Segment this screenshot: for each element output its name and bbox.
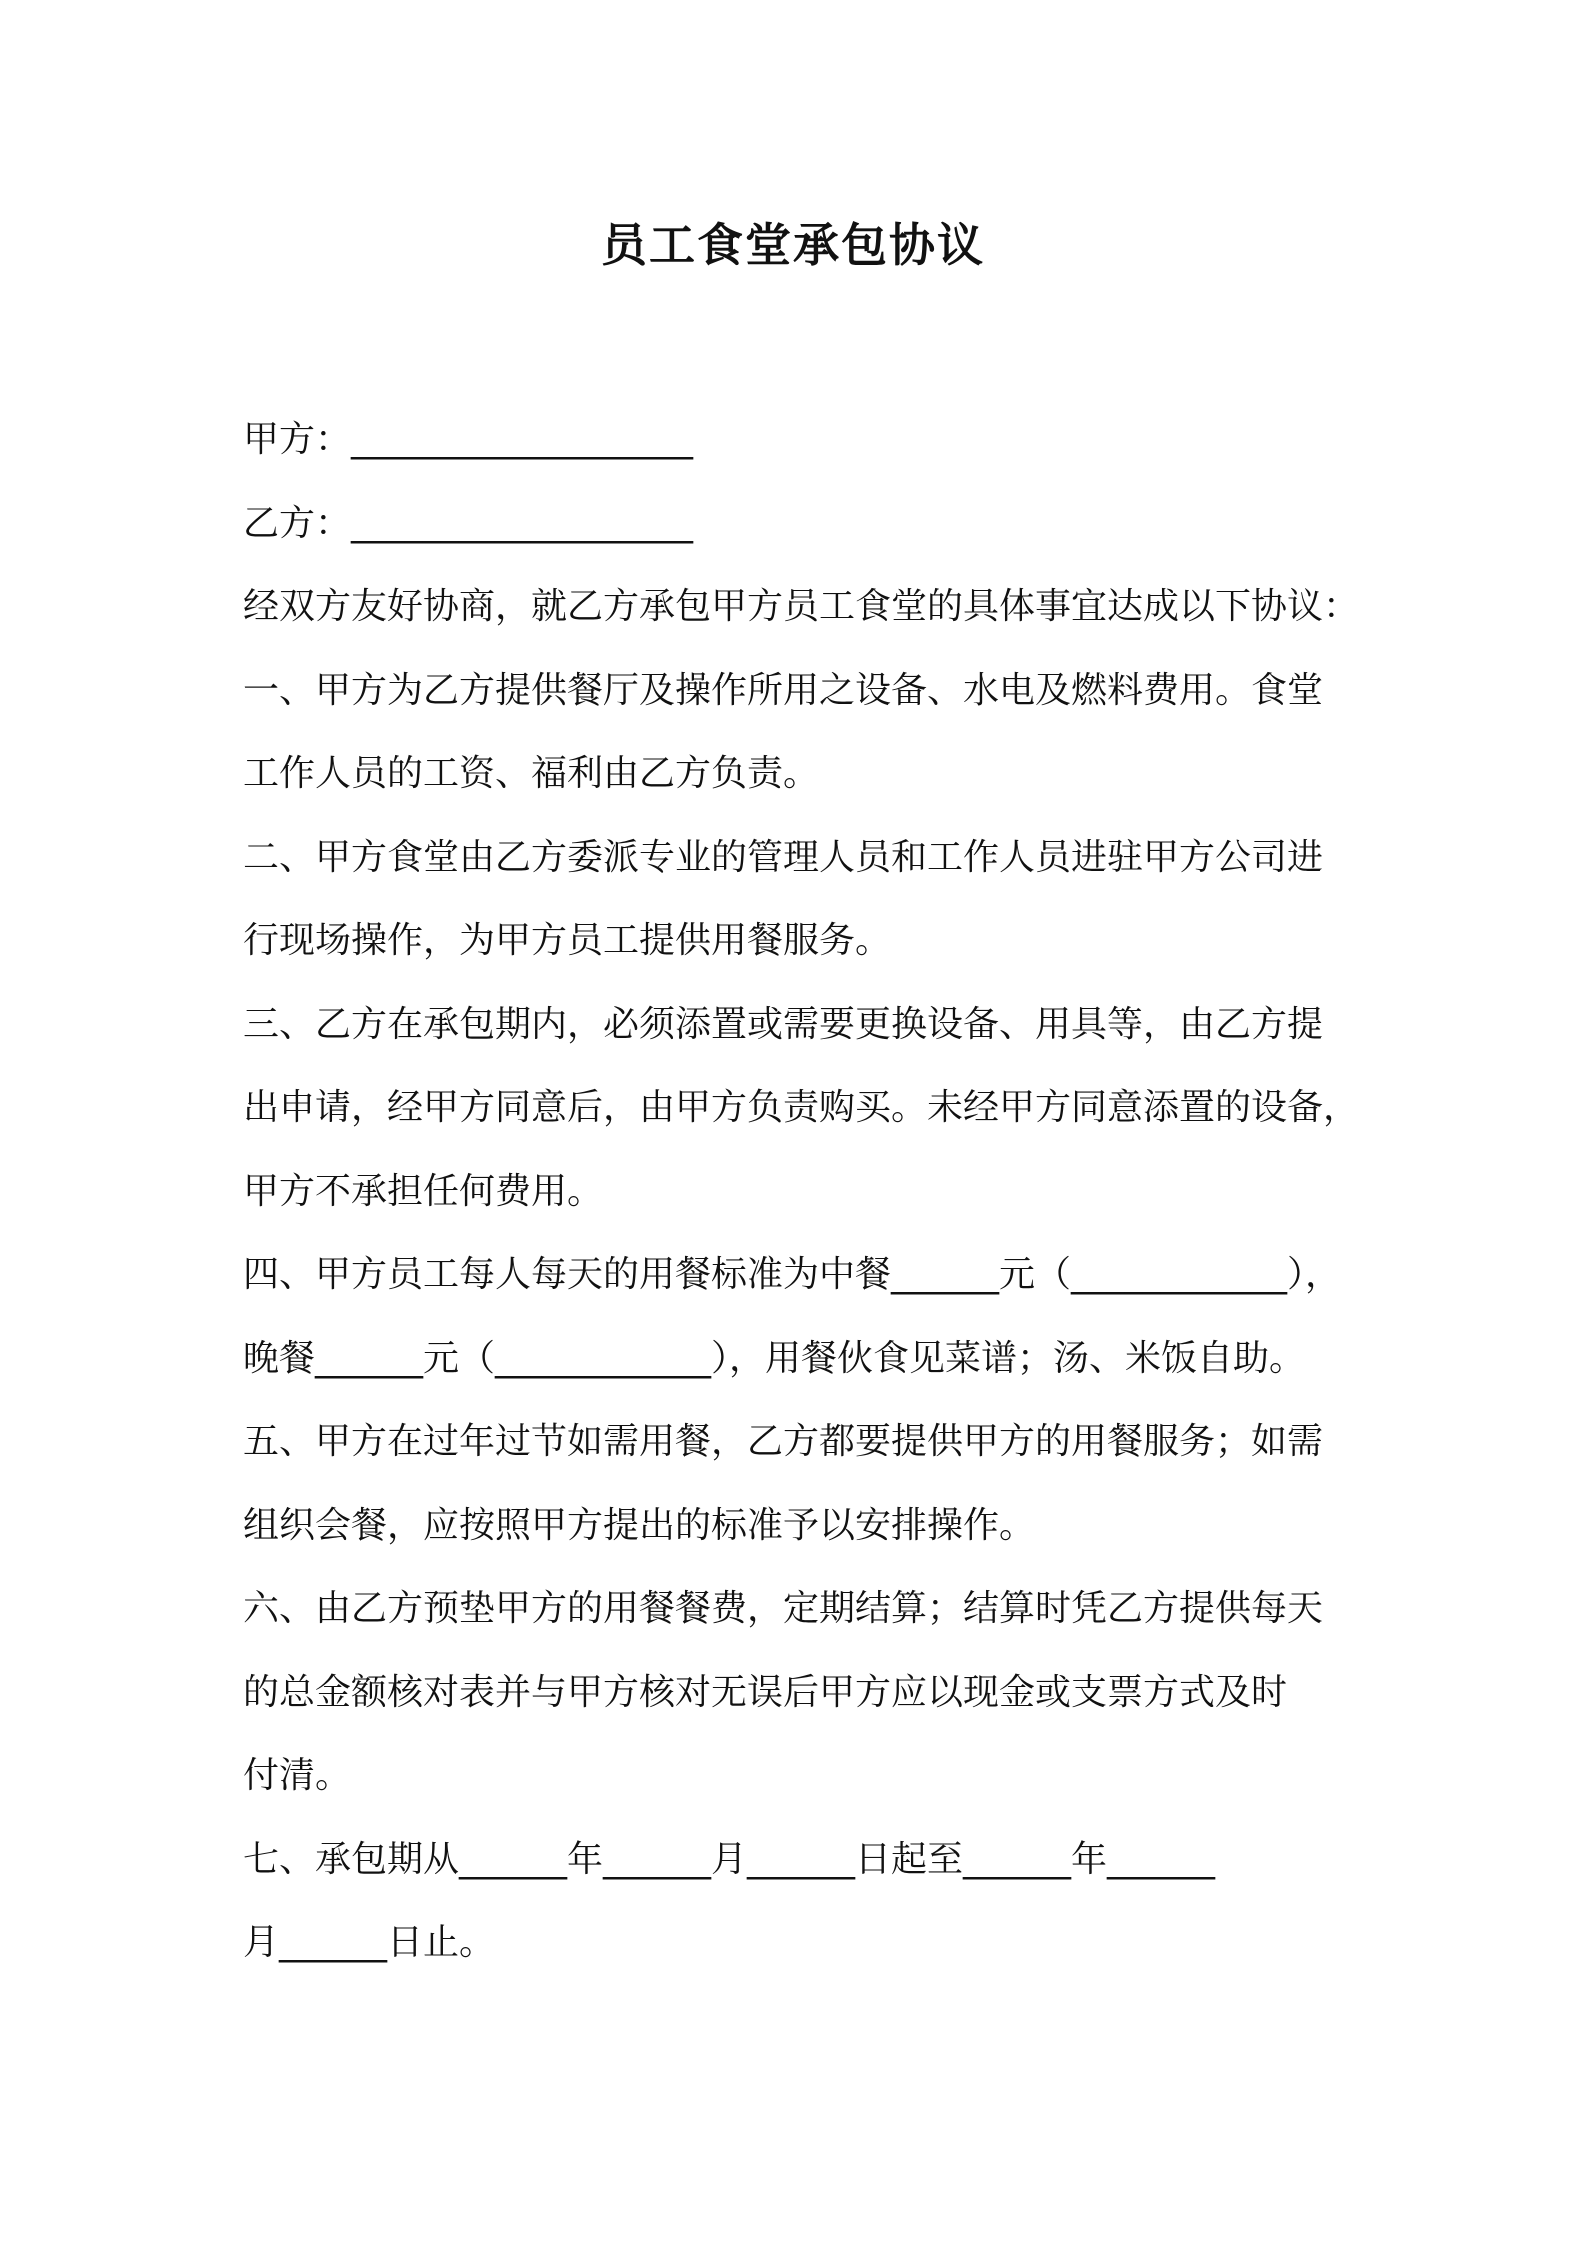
clause-7-line-2: 月______日止。 <box>243 1922 496 1963</box>
document-title: 员工食堂承包协议 <box>601 218 985 272</box>
clause-3-line-2: 出申请，经甲方同意后，由甲方负责购买。未经甲方同意添置的设备， <box>243 1087 1360 1128</box>
clause-5-line-1: 五、甲方在过年过节如需用餐，乙方都要提供甲方的用餐服务；如需 <box>243 1421 1324 1462</box>
clause-2-line-1: 二、甲方食堂由乙方委派专业的管理人员和工作人员进驻甲方公司进 <box>243 836 1324 878</box>
clause-1-line-2: 工作人员的工资、福利由乙方负责。 <box>243 753 820 794</box>
clause-4-line-1: 四、甲方员工每人每天的用餐标准为中餐______元（____________）， <box>243 1254 1342 1295</box>
clause-6-line-3: 付清。 <box>243 1755 352 1796</box>
clause-3-line-1: 三、乙方在承包期内，必须添置或需要更换设备、用具等，由乙方提 <box>243 1003 1324 1045</box>
preamble-line: 经双方友好协商，就乙方承包甲方员工食堂的具体事宜达成以下协议： <box>243 586 1360 627</box>
document-body <box>243 398 1363 1985</box>
clause-6-line-1: 六、由乙方预垫甲方的用餐餐费，定期结算；结算时凭乙方提供每天 <box>243 1588 1324 1629</box>
clause-2-line-2: 行现场操作，为甲方员工提供用餐服务。 <box>243 920 892 961</box>
party-a-line: 甲方：___________________ <box>243 419 694 460</box>
clause-7-line-1: 七、承包期从______年______月______日起至______年______ <box>243 1838 1216 1880</box>
clause-6-line-2: 的总金额核对表并与甲方核对无误后甲方应以现金或支票方式及时 <box>243 1671 1288 1713</box>
clause-1-line-1: 一、甲方为乙方提供餐厅及操作所用之设备、水电及燃料费用。食堂 <box>243 669 1324 711</box>
clause-3-line-3: 甲方不承担任何费用。 <box>243 1170 604 1212</box>
clause-5-line-2: 组织会餐，应按照甲方提出的标准予以安排操作。 <box>243 1504 1036 1546</box>
party-b-line: 乙方：___________________ <box>243 502 694 544</box>
clause-4-line-2: 晚餐______元（____________），用餐伙食见菜谱；汤、米饭自助。 <box>243 1337 1306 1379</box>
